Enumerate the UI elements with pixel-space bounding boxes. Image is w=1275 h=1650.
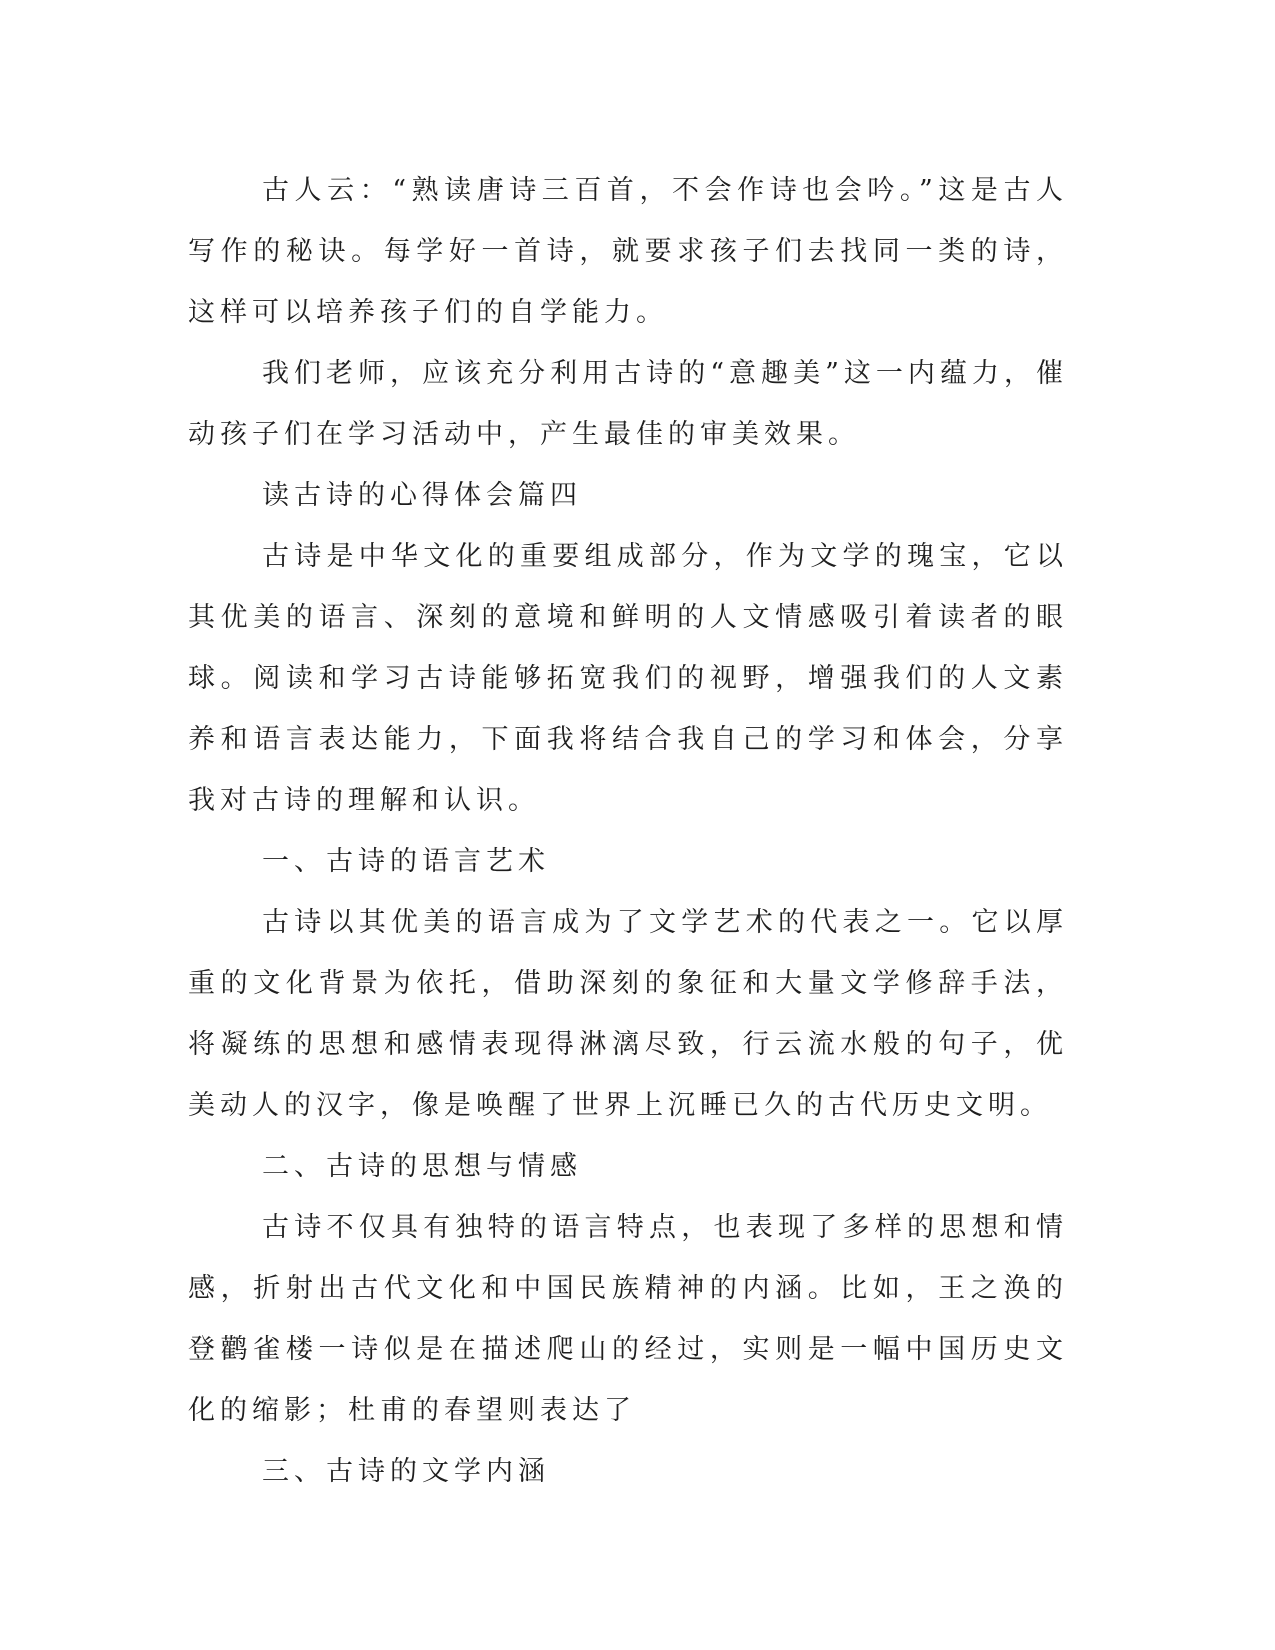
heading-literary-connotation: 三、古诗的文学内涵 (262, 1456, 550, 1487)
paragraph-tang-poems-secret: 古人云：“熟读唐诗三百首，不会作诗也会吟。”这是古人写作的秘诀。每学好一首诗，就要求孩子们去找同一类的诗，这样可以培养孩子们的自学能力。 (188, 175, 1068, 328)
paragraph-teacher-advice: 我们老师，应该充分利用古诗的“意趣美”这一内蕴力，催动孩子们在学习活动中，产生最佳的审美效果。 (188, 358, 1068, 450)
heading-language-art: 一、古诗的语言艺术 (262, 846, 550, 877)
paragraph-language-art: 古诗以其优美的语言成为了文学艺术的代表之一。它以厚重的文化背景为依托，借助深刻的象征和大量文学修辞手法，将凝练的思想和感情表现得淋漓尽致，行云流水般的句子，优美动人的汉字，像是唤醒了世界上沉睡已久的古代历史文明。 (188, 907, 1068, 1121)
document-body (188, 160, 1068, 1502)
paragraph-intro: 古诗是中华文化的重要组成部分，作为文学的瑰宝，它以其优美的语言、深刻的意境和鲜明的人文情感吸引着读者的眼球。阅读和学习古诗能够拓宽我们的视野，增强我们的人文素养和语言表达能力，下面我将结合我自己的学习和体会，分享我对古诗的理解和认识。 (188, 541, 1068, 816)
section-title-part-four: 读古诗的心得体会篇四 (262, 480, 582, 511)
paragraph-thought-emotion: 古诗不仅具有独特的语言特点，也表现了多样的思想和情感，折射出古代文化和中国民族精神的内涵。比如，王之涣的登鹳雀楼一诗似是在描述爬山的经过，实则是一幅中国历史文化的缩影；杜甫的春望则表达了 (188, 1212, 1068, 1426)
heading-thought-emotion: 二、古诗的思想与情感 (262, 1151, 582, 1182)
